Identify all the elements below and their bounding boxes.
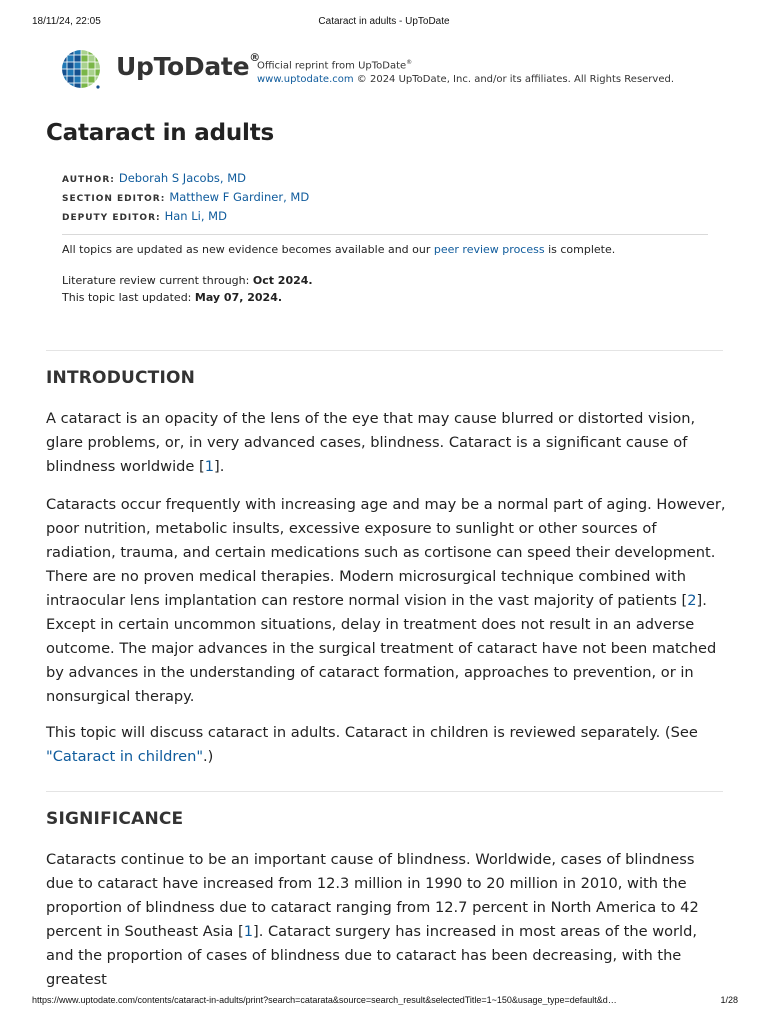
logo-tile	[81, 62, 87, 68]
credit-section-editor	[62, 189, 309, 208]
reprint-reg-mark: ®	[406, 59, 413, 66]
logo-tile	[74, 76, 80, 82]
lit-review-line	[62, 272, 313, 289]
heading-significance: SIGNIFICANCE	[46, 809, 184, 829]
logo-tile	[95, 55, 101, 61]
logo-tile	[88, 69, 94, 75]
reprint-line	[257, 56, 674, 73]
reprint-notice	[257, 56, 674, 87]
reprint-text: Official reprint from UpToDate	[257, 60, 407, 72]
logo-tile	[74, 48, 80, 54]
section-divider	[46, 791, 723, 792]
reference-link[interactable]: 2	[687, 592, 697, 609]
credit-name-link[interactable]: Han Li, MD	[164, 209, 227, 223]
update-notice	[62, 242, 615, 258]
intro-paragraph-1	[46, 407, 726, 479]
reference-link[interactable]: 1	[243, 923, 253, 940]
credit-role: AUTHOR:	[62, 175, 115, 185]
logo-tile	[67, 83, 73, 89]
logo-tile	[95, 76, 101, 82]
paragraph-text: .)	[203, 748, 214, 765]
lit-review-label: Literature review current through:	[62, 274, 253, 287]
update-text: All topics are updated as new evidence becomes available and our	[62, 243, 434, 256]
paragraph-text: ].	[214, 458, 225, 475]
logo-tile	[60, 48, 66, 54]
logo-tile	[67, 62, 73, 68]
lit-review-value: Oct 2024.	[252, 274, 313, 287]
copyright-text: © 2024 UpToDate, Inc. and/or its affiliates. All Rights Reserved.	[353, 74, 675, 86]
logo-tile	[81, 55, 87, 61]
logo-tile	[95, 48, 101, 54]
paragraph-text: Cataracts continue to be an important cause of blindness. Worldwide, cases of blindness due to cataract have increased from 12.3 million in 1990 to 20 million in 2010, with the proportion of blindness due to cataract ranging from 12.7 percent in North America to 42 percent in Southeast Asia [	[46, 851, 699, 940]
logo-tile	[67, 69, 73, 75]
logo-tile	[67, 48, 73, 54]
paragraph-text: A cataract is an opacity of the lens of the eye that may cause blurred or distorted vision, glare problems, or, in very advanced cases, blindness. Cataract is a significant cause of blindness worldwide [	[46, 410, 696, 475]
article-title: Cataract in adults	[46, 120, 275, 146]
reference-link[interactable]: 1	[204, 458, 215, 475]
page-number: 1/28	[720, 995, 738, 1005]
peer-review-link[interactable]: peer review process	[433, 243, 545, 256]
logo-tile	[74, 83, 80, 89]
logo-tile	[74, 62, 80, 68]
logo-tile	[60, 76, 66, 82]
paragraph-text: ]. Cataract surgery has increased in most areas of the world, and the proportion of cases of blindness due to cataract has been decreasing, with the greatest	[46, 923, 698, 988]
update-text-end: is complete.	[544, 243, 616, 256]
significance-paragraph-1	[46, 848, 726, 992]
logo-tile	[67, 76, 73, 82]
site-link[interactable]: www.uptodate.com	[257, 74, 354, 86]
uptodate-logo-block	[60, 48, 720, 94]
heading-introduction: INTRODUCTION	[46, 368, 196, 388]
print-datetime: 18/11/24, 22:05	[32, 16, 101, 27]
credit-deputy-editor	[62, 208, 309, 227]
last-updated-label: This topic last updated:	[62, 291, 195, 304]
credit-role: DEPUTY EDITOR:	[62, 213, 161, 223]
logo-tile	[88, 48, 94, 54]
print-url: https://www.uptodate.com/contents/cataract-in-adults/print?search=catarata&source=search_result&selectedTitle=1~150&usage_type=default&d…	[32, 995, 617, 1005]
paragraph-text: This topic will discuss cataract in adults. Cataract in children is reviewed separately. (See	[46, 724, 698, 741]
cataract-in-children-link[interactable]: "Cataract in children"	[46, 748, 204, 765]
logo-tile	[88, 55, 94, 61]
logo-tile	[95, 69, 101, 75]
copyright-line	[257, 73, 674, 87]
credit-role: SECTION EDITOR:	[62, 194, 166, 204]
logo-tile	[81, 48, 87, 54]
review-dates	[62, 272, 313, 306]
logo-tile	[67, 55, 73, 61]
credit-author	[62, 170, 309, 189]
print-page-title: Cataract in adults - UpToDate	[318, 16, 450, 27]
divider	[62, 234, 708, 235]
credit-name-link[interactable]: Matthew F Gardiner, MD	[169, 190, 310, 204]
logo-tile	[81, 83, 87, 89]
logo-tile	[88, 76, 94, 82]
print-header	[0, 16, 768, 30]
logo-tile	[60, 69, 66, 75]
paragraph-text: ]. Except in certain uncommon situations, delay in treatment does not result in an adverse outcome. The major advances in the surgical treatment of cataract have not been matched by advances in the understanding of cataract formation, approaches to prevention, or in nonsurgical therapy.	[46, 592, 717, 705]
paragraph-text: Cataracts occur frequently with increasing age and may be a normal part of aging. However, poor nutrition, metabolic insults, excessive exposure to sunlight or other sources of radiation, trauma, and certain medications such as cortisone can speed their development. There are no proven medical therapies. Modern microsurgical technique combined with intraocular lens implantation can restore normal vision in the vast majority of patients [	[46, 496, 726, 609]
logo-tile	[88, 83, 94, 89]
logo-tile	[95, 62, 101, 68]
credit-name-link[interactable]: Deborah S Jacobs, MD	[118, 171, 246, 185]
brand-text: UpToDate	[116, 52, 250, 81]
intro-paragraph-2	[46, 493, 726, 709]
logo-tile	[60, 55, 66, 61]
intro-paragraph-3	[46, 721, 726, 769]
logo-tile	[74, 55, 80, 61]
logo-tile	[81, 69, 87, 75]
logo-tile	[81, 76, 87, 82]
logo-tile	[60, 83, 66, 89]
logo-tile	[60, 62, 66, 68]
brand-reg-mark: ®	[249, 50, 260, 64]
logo-tile	[74, 69, 80, 75]
last-updated-line	[62, 289, 313, 306]
uptodate-logo-icon	[60, 48, 102, 90]
last-updated-value: May 07, 2024.	[194, 291, 283, 304]
logo-tile	[88, 62, 94, 68]
print-footer	[0, 995, 768, 1009]
section-divider	[46, 350, 723, 351]
article-credits	[62, 170, 309, 227]
brand-name	[116, 52, 260, 81]
